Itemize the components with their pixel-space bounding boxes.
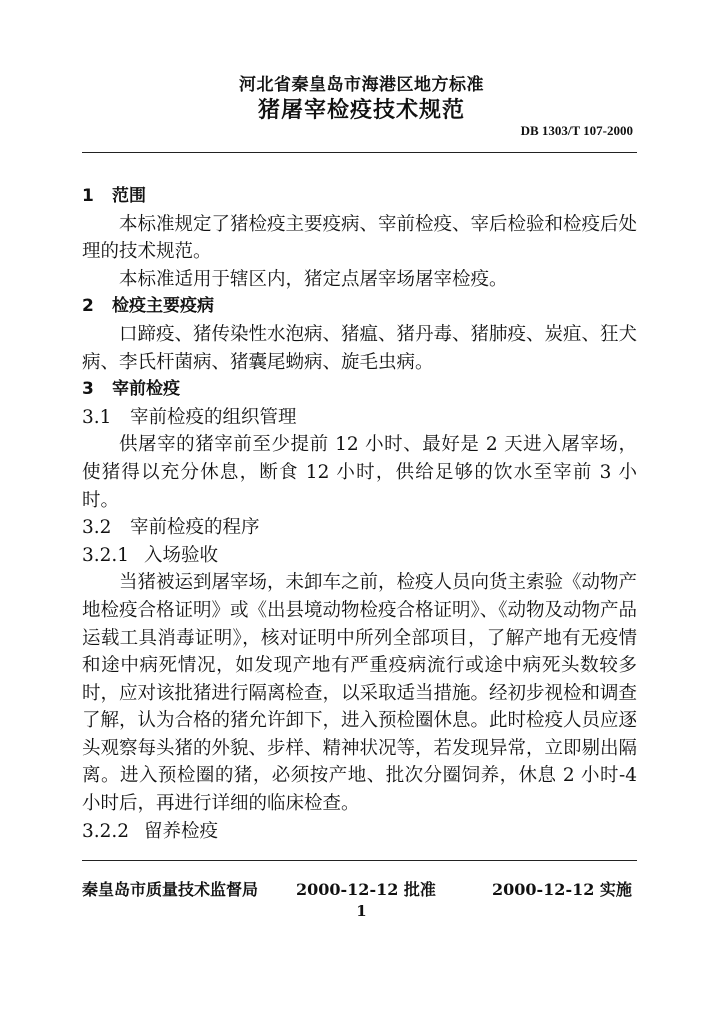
section-heading	[82, 293, 637, 321]
section-number: 3	[82, 379, 94, 400]
paragraph: 供屠宰的猪宰前至少提前 12 小时、最好是 2 天进入屠宰场，使猪得以充分休息，断食 12 小时，供给足够的饮水至宰前 3 小时。	[82, 434, 637, 511]
issuer-line: 河北省秦皇岛市海港区地方标准	[239, 75, 484, 95]
page-number: 1	[356, 902, 367, 920]
clause-number: 3.2.2	[82, 820, 130, 842]
paragraph: 口蹄疫、猪传染性水泡病、猪瘟、猪丹毒、猪肺疫、炭疽、狂犬病、李氏杆菌病、猪囊尾蚴病、旋毛虫病。	[82, 323, 638, 373]
clause-number: 3.2.1	[82, 544, 130, 566]
clause-heading	[82, 542, 637, 570]
clause-title: 入场验收	[144, 544, 219, 566]
section-heading	[82, 183, 637, 211]
paragraph: 本标准适用于辖区内，猪定点屠宰场屠宰检疫。	[119, 268, 508, 290]
document-title: 猪屠宰检疫技术规范	[257, 98, 465, 123]
clause-heading	[82, 818, 637, 846]
paragraph: 本标准规定了猪检疫主要疫病、宰前检疫、宰后检验和检疫后处理的技术规范。	[82, 213, 638, 263]
subsection-heading	[82, 404, 637, 432]
section-heading	[82, 376, 637, 404]
section-number: 1	[82, 186, 94, 206]
approval-date: 2000-12-12 批准	[296, 880, 436, 899]
section-title: 宰前检疫	[112, 379, 180, 400]
section-number: 2	[82, 296, 94, 317]
standard-code: DB 1303/T 107-2000	[520, 123, 633, 138]
header-divider	[82, 152, 637, 153]
effective-date: 2000-12-12 实施	[492, 880, 632, 899]
paragraph: 当猪被运到屠宰场，未卸车之前，检疫人员向货主索验《动物产地检疫合格证明》或《出县境动物检疫合格证明》、《动物及动物产品运载工具消毒证明》，核对证明中所列全部项目，了解产地有无疫情和途中病死情况，如发现产地有严重疫病流行或途中病死头数较多时，应对该批猪进行隔离检查，以采取适当措施。经初步视检和调查了解，认为合格的猪允许卸下，进入预检圈休息。此时检疫人员应逐头观察每头猪的外貌、步样、精神状况等，若发现异常，立即剔出隔离。进入预检圈的猪，必须按产地、批次分圈饲养，休息 2 小时-4 小时后，再进行详细的临床检查。	[82, 572, 638, 815]
footer	[82, 877, 637, 901]
subsection-number: 3.1	[82, 406, 112, 428]
section-title: 范围	[112, 186, 146, 206]
subsection-title: 宰前检疫的组织管理	[130, 406, 297, 428]
subsection-heading	[82, 514, 637, 542]
section-title: 检疫主要疫病	[112, 296, 214, 317]
subsection-title: 宰前检疫的程序	[130, 517, 260, 539]
footer-divider	[82, 860, 637, 861]
clause-title: 留养检疫	[144, 820, 219, 842]
subsection-number: 3.2	[82, 517, 112, 539]
document-body	[82, 183, 637, 845]
issuing-body: 秦皇岛市质量技术监督局	[82, 880, 259, 899]
